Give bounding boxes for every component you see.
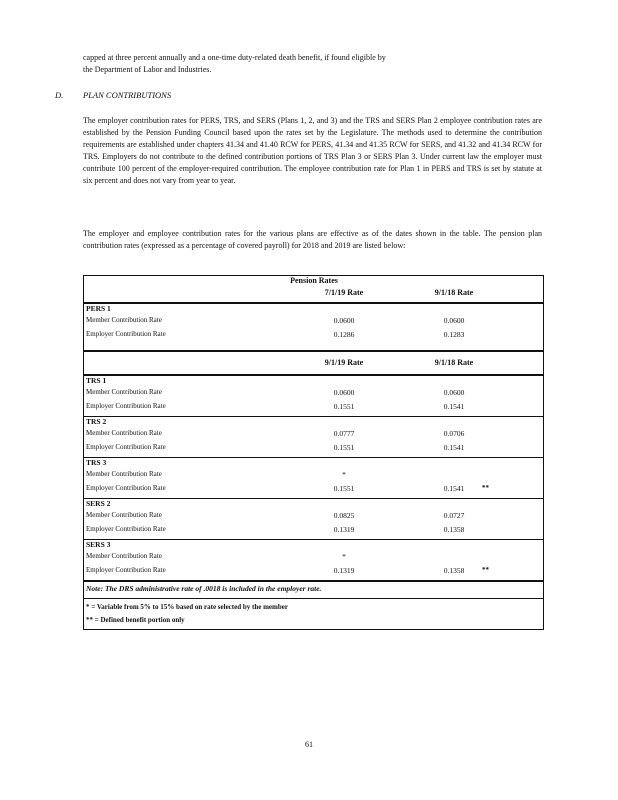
employer-label: Employer Contribution Rate (86, 402, 166, 410)
rate-cell: 0.0600 (333, 388, 355, 397)
page-number: 61 (305, 740, 313, 749)
rate-cell: 0.1358 (443, 566, 465, 575)
member-label: Member Contribution Rate (86, 470, 162, 478)
member-label: Member Contribution Rate (86, 511, 162, 519)
pension-rates-table (83, 275, 544, 630)
defined-benefit-marker: ** (482, 566, 489, 574)
rate-cell: 0.1551 (333, 402, 355, 411)
variable-marker: * (342, 552, 346, 561)
member-label: Member Contribution Rate (86, 388, 162, 396)
rate-cell: 0.0600 (333, 316, 355, 325)
table-title: Pension Rates (290, 276, 338, 285)
variable-marker: * (342, 470, 346, 479)
rate-cell: 0.1541 (443, 484, 465, 493)
group-label: TRS 3 (86, 458, 107, 467)
rate-cell: 0.0727 (443, 511, 465, 520)
intro-line-1: capped at three percent annually and a one-time duty-related death benefit, if found eligible by (83, 53, 386, 62)
rate-cell: 0.0706 (443, 429, 465, 438)
rate-cell: 0.0600 (443, 316, 465, 325)
rate-cell: 0.1541 (443, 402, 465, 411)
rate-cell: 0.0825 (333, 511, 355, 520)
group-label: TRS 2 (86, 417, 107, 426)
legend-variable: * = Variable from 5% to 15% based on rate selected by the member (86, 603, 288, 611)
paragraph-contribution-rates: The employer contribution rates for PERS, TRS, and SERS (Plans 1, 2, and 3) and the TRS and SERS Plan 2 employee contribution rates are established by the Pension Funding Council based upon the rates set by the Legislature. The methods used to determine the contribution requirements are established under chapters 41.34 and 41.40 RCW for PERS, 41.34 and 41.35 RCW for SERS, and 41.32 and 41.34 RCW for TRS. Employers do not contribute to the defined contribution portions of TRS Plan 3 or SERS Plan 3. Under current law the employer must contribute 100 percent of the employer-required contribution. The employee contribution rate for Plan 1 in PERS and TRS is set by statute at six percent and does not vary from year to year. (83, 116, 542, 185)
rate-cell: 0.1286 (333, 330, 355, 339)
rate-cell: 0.0600 (443, 388, 465, 397)
rate-cell: 0.1319 (333, 566, 355, 575)
member-label: Member Contribution Rate (86, 552, 162, 560)
employer-label: Employer Contribution Rate (86, 525, 166, 533)
defined-benefit-marker: ** (482, 484, 489, 492)
column-header-1: 7/1/19 Rate (324, 288, 364, 297)
rate-cell: 0.1551 (333, 484, 355, 493)
paragraph-plan-rates: The employer and employee contribution rates for the various plans are effective as of the dates shown in the table. The pension plan contribution rates (expressed as a percentage of covered payroll) for 2018 and 2019 are listed below: (83, 229, 542, 250)
rate-cell: 0.1319 (333, 525, 355, 534)
group-label: SERS 2 (86, 499, 111, 508)
column-header-2b: 9/1/18 Rate (434, 358, 474, 367)
employer-label: Employer Contribution Rate (86, 484, 166, 492)
employer-label: Employer Contribution Rate (86, 566, 166, 574)
legend-defined-benefit: ** = Defined benefit portion only (86, 616, 185, 624)
rate-cell: 0.1283 (443, 330, 465, 339)
column-header-2: 9/1/18 Rate (434, 288, 474, 297)
section-title: PLAN CONTRIBUTIONS (83, 90, 172, 100)
group-label: PERS 1 (86, 304, 111, 313)
rate-cell: 0.0777 (333, 429, 355, 438)
table-note: Note: The DRS administrative rate of .0018 is included in the employer rate. (86, 584, 322, 593)
employer-label: Employer Contribution Rate (86, 330, 166, 338)
rate-cell: 0.1551 (333, 443, 355, 452)
section-letter: D. (55, 90, 64, 100)
member-label: Member Contribution Rate (86, 316, 162, 324)
rate-cell: 0.1358 (443, 525, 465, 534)
employer-label: Employer Contribution Rate (86, 443, 166, 451)
group-label: SERS 3 (86, 540, 111, 549)
intro-line-2: the Department of Labor and Industries. (83, 65, 212, 74)
group-label: TRS 1 (86, 376, 107, 385)
rate-cell: 0.1541 (443, 443, 465, 452)
member-label: Member Contribution Rate (86, 429, 162, 437)
column-header-1b: 9/1/19 Rate (324, 358, 364, 367)
